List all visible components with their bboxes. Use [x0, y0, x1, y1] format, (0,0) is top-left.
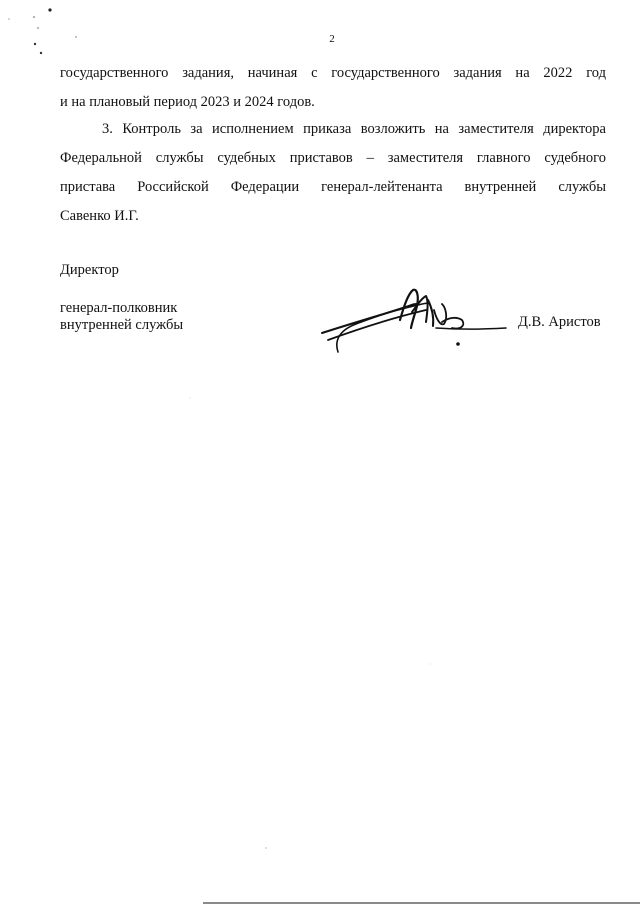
handwritten-signature: [316, 282, 512, 362]
text-line: государственного задания, начиная с государственного задания на 2022 год: [60, 65, 606, 81]
text-line: Федеральной службы судебных приставов – заместителя главного судебного: [60, 150, 606, 166]
rank-block: [60, 300, 183, 334]
signer-name: Д.В. Аристов: [518, 314, 601, 330]
position-title: Директор: [60, 262, 119, 278]
paragraph-control: [60, 115, 606, 231]
text-line: 3. Контроль за исполнением приказа возложить на заместителя директора: [102, 121, 606, 137]
rank-line: внутренней службы: [60, 317, 184, 333]
rank-line: генерал-полковник: [60, 300, 178, 316]
text-line: и на плановый период 2023 и 2024 годов.: [60, 94, 315, 110]
paragraph-continuation: [60, 59, 606, 117]
text-line: пристава Российской Федерации генерал-лейтенанта внутренней службы: [60, 179, 606, 195]
page-number: 2: [329, 33, 335, 45]
text-line: Савенко И.Г.: [60, 208, 139, 224]
